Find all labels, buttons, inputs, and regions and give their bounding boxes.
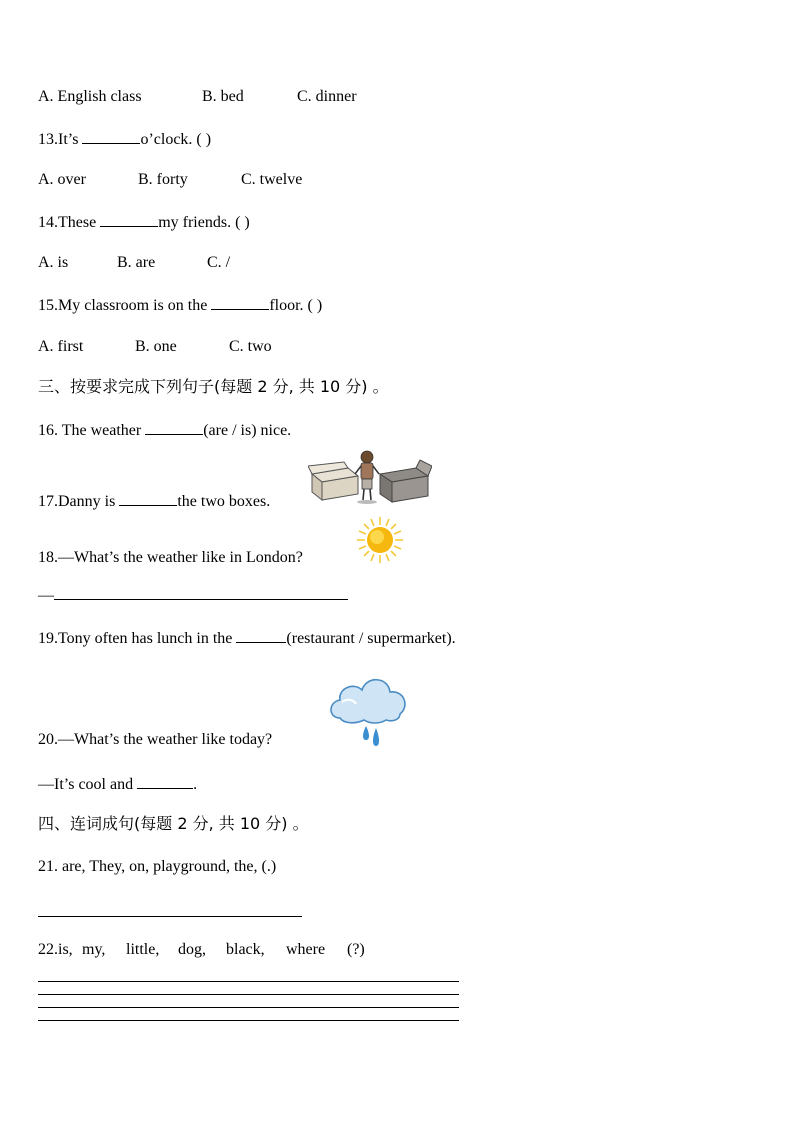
q19-text: 19.Tony often has lunch in the	[38, 630, 237, 647]
q13-option-c: C. twelve	[241, 171, 303, 188]
q20-answer	[38, 774, 197, 795]
q22-answer-line-1[interactable]	[38, 981, 459, 982]
q13-text-end: o’clock. ( )	[140, 131, 212, 148]
sun-icon	[356, 516, 404, 564]
q12-options	[38, 87, 357, 107]
q18-answer	[38, 585, 348, 606]
q14-text-end: my friends. ( )	[158, 214, 250, 231]
q15-blank[interactable]	[211, 295, 269, 310]
q22-answer-line-2[interactable]	[38, 994, 459, 995]
q19-blank[interactable]	[236, 628, 286, 643]
q12-option-a: A. English class	[38, 88, 142, 105]
q14-options	[38, 253, 230, 273]
q14-blank[interactable]	[100, 212, 158, 227]
q16-blank[interactable]	[145, 420, 203, 435]
q17-text: 17.Danny is	[38, 493, 120, 510]
q13-question	[38, 129, 211, 150]
q14-question	[38, 212, 250, 233]
q13-text: 13.It’s	[38, 131, 83, 148]
q15-text-end: floor. ( )	[269, 297, 323, 314]
q16-question	[38, 420, 291, 441]
q14-option-c: C. /	[207, 254, 231, 271]
q15-question	[38, 295, 322, 316]
q18-answer-line[interactable]	[54, 585, 348, 600]
q20-answer-text: —It’s cool and	[38, 776, 138, 793]
q13-options	[38, 170, 302, 190]
q22-word: 22.is,	[38, 941, 73, 958]
q17-question	[38, 491, 270, 512]
q14-option-b: B. are	[117, 254, 156, 271]
q13-option-a: A. over	[38, 171, 86, 188]
q22-word: dog,	[178, 941, 206, 958]
q18-question: 18.—What’s the weather like in London?	[38, 549, 303, 566]
q22-answer-line-4[interactable]	[38, 1020, 459, 1021]
q21-question: 21. are, They, on, playground, the, (.)	[38, 858, 277, 875]
q17-blank[interactable]	[119, 491, 177, 506]
q15-text: 15.My classroom is on the	[38, 297, 212, 314]
q15-option-c: C. two	[229, 338, 272, 355]
q16-text-end: (are / is) nice.	[203, 422, 292, 439]
q13-option-b: B. forty	[138, 171, 188, 188]
boy-between-boxes-icon	[308, 448, 432, 508]
q16-text: 16. The weather	[38, 422, 146, 439]
q20-answer-end: .	[193, 776, 198, 793]
q22-word: (?)	[347, 941, 365, 958]
q22-word: my,	[82, 941, 106, 958]
q13-blank[interactable]	[82, 129, 140, 144]
q20-question: 20.—What’s the weather like today?	[38, 731, 273, 748]
q22-answer-line-3[interactable]	[38, 1007, 459, 1008]
q22-word: little,	[126, 941, 160, 958]
q15-option-a: A. first	[38, 338, 84, 355]
q19-text-end: (restaurant / supermarket).	[286, 630, 456, 647]
q15-options	[38, 337, 272, 357]
q15-option-b: B. one	[135, 338, 177, 355]
q21-answer-line[interactable]	[38, 916, 302, 917]
q20-blank[interactable]	[137, 774, 193, 789]
q12-option-b: B. bed	[202, 88, 244, 105]
section-3-heading: 三、按要求完成下列句子(每题 2 分, 共 10 分) 。	[38, 377, 389, 396]
rain-cloud-icon	[326, 668, 410, 748]
q22-word: where	[286, 941, 326, 958]
q22-word: black,	[226, 941, 265, 958]
q18-dash: —	[38, 587, 54, 604]
q22-question	[38, 940, 365, 960]
q12-option-c: C. dinner	[297, 88, 357, 105]
q17-text-end: the two boxes.	[177, 493, 271, 510]
q14-option-a: A. is	[38, 254, 69, 271]
q14-text: 14.These	[38, 214, 101, 231]
q19-question	[38, 628, 456, 649]
section-4-heading: 四、连词成句(每题 2 分, 共 10 分) 。	[38, 814, 309, 833]
